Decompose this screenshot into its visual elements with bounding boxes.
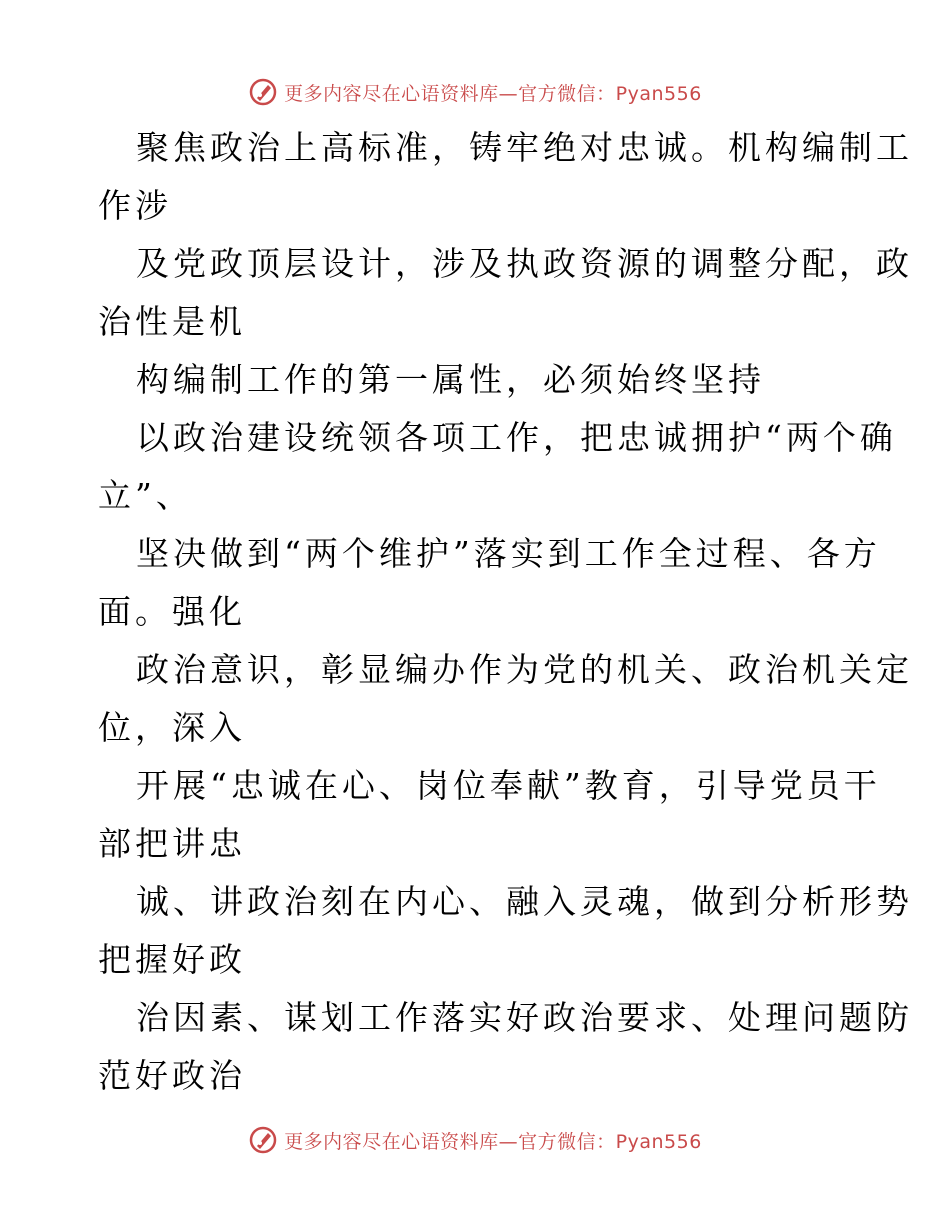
text-line: 位，深入 xyxy=(98,708,246,747)
text-line: 聚焦政治上高标准，铸牢绝对忠诚。机构编制工 xyxy=(136,128,913,167)
text-line: 立”、 xyxy=(98,476,193,515)
footer-banner xyxy=(0,1120,950,1160)
text-line: 政治意识，彰显编办作为党的机关、政治机关定 xyxy=(136,650,913,689)
text-line: 治因素、谋划工作落实好政治要求、处理问题防 xyxy=(136,998,913,1037)
text-line: 及党政顶层设计，涉及执政资源的调整分配，政 xyxy=(136,244,913,283)
pen-logo-icon xyxy=(248,1125,278,1155)
pen-logo-icon xyxy=(248,77,278,107)
text-line: 以政治建设统领各项工作，把忠诚拥护“两个确 xyxy=(136,418,897,457)
text-line: 作涉 xyxy=(98,186,172,225)
text-line: 面。强化 xyxy=(98,592,246,631)
text-line: 开展“忠诚在心、岗位奉献”教育，引导党员干 xyxy=(136,766,881,805)
text-line: 把握好政 xyxy=(98,940,246,979)
text-line: 诚、讲政治刻在内心、融入灵魂，做到分析形势 xyxy=(136,882,913,921)
header-banner-text: 更多内容尽在心语资料库—官方微信：Pyan556 xyxy=(284,82,702,105)
header-banner xyxy=(0,72,950,112)
text-line: 范好政治 xyxy=(98,1056,246,1095)
text-line: 部把讲忠 xyxy=(98,824,246,863)
text-line: 坚决做到“两个维护”落实到工作全过程、各方 xyxy=(136,534,881,573)
text-line: 构编制工作的第一属性，必须始终坚持 xyxy=(136,360,765,399)
footer-banner-text: 更多内容尽在心语资料库—官方微信：Pyan556 xyxy=(284,1130,702,1153)
text-line: 治性是机 xyxy=(98,302,246,341)
